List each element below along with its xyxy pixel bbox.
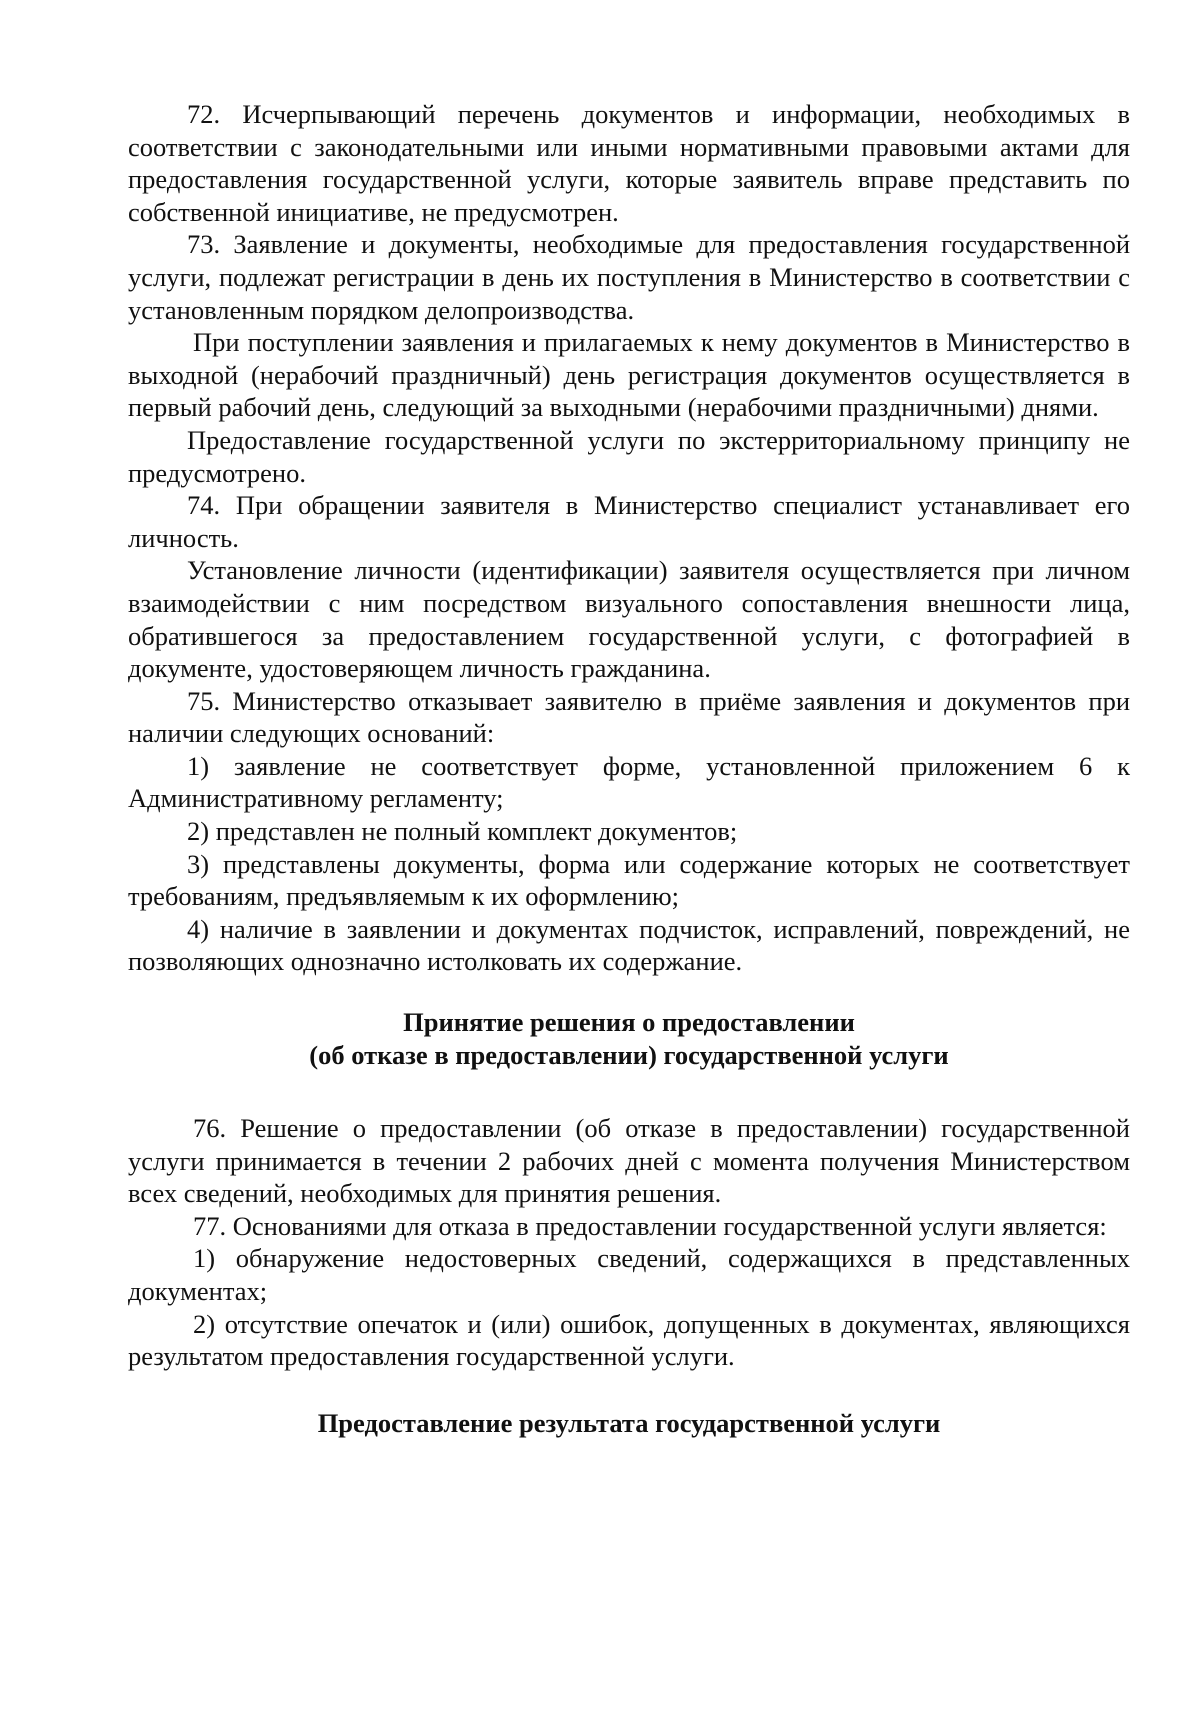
section-heading-decision — [128, 1006, 1130, 1072]
paragraph-73: 73. Заявление и документы, необходимые для предоставления государственной услуги, подлежат регистрации в день их поступления в Министерство в соответствии с установленным порядком делопроизводства. — [128, 229, 1130, 325]
list-item-75-2: 2) представлен не полный комплект документов; — [187, 816, 738, 847]
list-item-77-1: 1) обнаружение недостоверных сведений, содержащихся в представленных документах; — [128, 1243, 1130, 1306]
document-body — [128, 98, 1130, 1440]
paragraph-73-weekend: При поступлении заявления и прилагаемых к нему документов в Министерство в выходной (нерабочий праздничный) день регистрация документов осуществляется в первый рабочий день, следующий за выходными (нерабочими праздничными) днями. — [128, 327, 1130, 423]
paragraph-75: 75. Министерство отказывает заявителю в приёме заявления и документов при наличии следующих оснований: — [128, 685, 1130, 749]
section-heading-decision-line-1: Принятие решения о предоставлении — [403, 1007, 855, 1038]
paragraph-74-identification: Установление личности (идентификации) заявителя осуществляется при личном взаимодействии с ним посредством визуального сопоставления внешности лица, обратившегося за предоставлением государственной услуги, с фотографией в документе, удостоверяющем личность гражданина. — [128, 555, 1130, 684]
paragraph-74: 74. При обращении заявителя в Министерство специалист устанавливает его личность. — [128, 490, 1130, 553]
list-item-77-2: 2) отсутствие опечаток и (или) ошибок, допущенных в документах, являющихся результатом предоставления государственной услуги. — [128, 1308, 1130, 1372]
paragraph-77: 77. Основаниями для отказа в предоставлении государственной услуги является: — [193, 1210, 1107, 1241]
list-item-75-3: 3) представлены документы, форма или содержание которых не соответствует требованиям, предъявляемым к их оформлению; — [128, 848, 1130, 912]
list-item-75-4: 4) наличие в заявлении и документах подчисток, исправлений, повреждений, не позволяющих однозначно истолковать их содержание. — [128, 913, 1130, 977]
list-item-75-1: 1) заявление не соответствует форме, установленной приложением 6 к Административному регламенту; — [128, 750, 1130, 814]
paragraph-72: 72. Исчерпывающий перечень документов и информации, необходимых в соответствии с законодательными или иными нормативными правовыми актами для предоставления государственной услуги, которые заявитель вправе представить по собственной инициативе, не предусмотрен. — [128, 99, 1130, 227]
section-heading-decision-line-2: (об отказе в предоставлении) государственной услуги — [309, 1040, 949, 1071]
paragraph-76: 76. Решение о предоставлении (об отказе в предоставлении) государственной услуги принимается в течении 2 рабочих дней с момента получения Министерством всех сведений, необходимых для принятия решения. — [128, 1113, 1130, 1209]
paragraph-73-extraterritorial: Предоставление государственной услуги по экстерриториальному принципу не предусмотрено. — [128, 424, 1130, 488]
section-heading-result — [128, 1407, 1130, 1440]
section-heading-result-line: Предоставление результата государственной услуги — [317, 1407, 941, 1438]
